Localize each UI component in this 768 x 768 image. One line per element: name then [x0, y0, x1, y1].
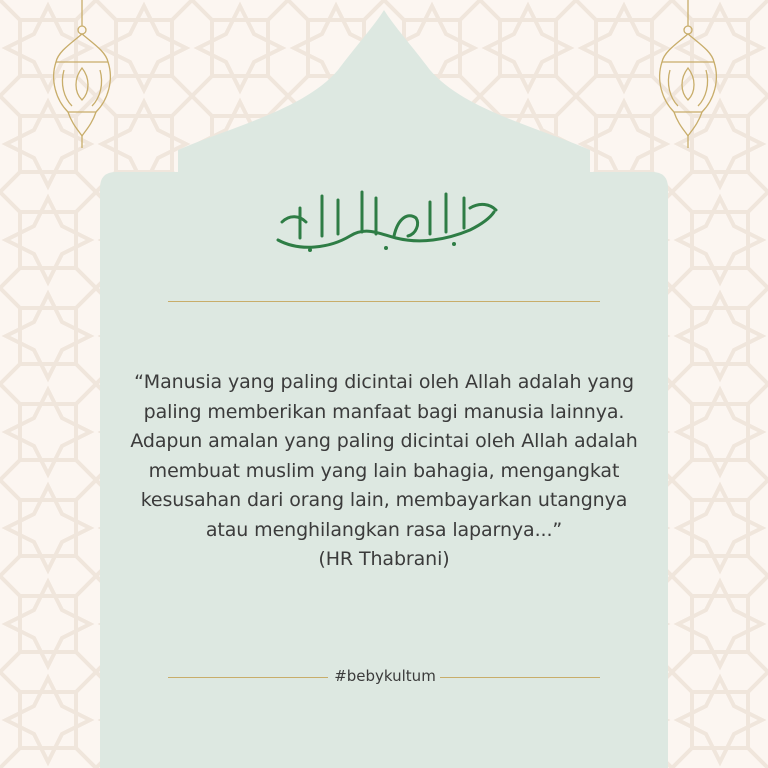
quote-line: “Manusia yang paling dicintai oleh Allah adalah yang [134, 371, 634, 393]
quote-line: paling memberikan manfaat bagi manusia lainnya. [143, 400, 625, 423]
hashtag: #bebykultum [334, 667, 436, 685]
bottom-right-divider [440, 677, 600, 678]
lantern-right-icon [648, 0, 728, 150]
quote-line: membuat muslim yang lain bahagia, mengangkat [148, 459, 620, 482]
quote-text [130, 368, 638, 575]
top-divider [168, 301, 600, 302]
quote-source: (HR Thabrani) [318, 548, 450, 570]
quote-line: Adapun amalan yang paling dicintai oleh Allah adalah [130, 430, 638, 452]
bismillah-calligraphy-icon [270, 178, 500, 258]
quote-line: kesusahan dari orang lain, membayarkan utangnya [140, 489, 628, 511]
bottom-left-divider [168, 677, 328, 678]
lantern-left-icon [42, 0, 122, 150]
quote-line: atau menghilangkan rasa laparnya...” [205, 518, 563, 541]
